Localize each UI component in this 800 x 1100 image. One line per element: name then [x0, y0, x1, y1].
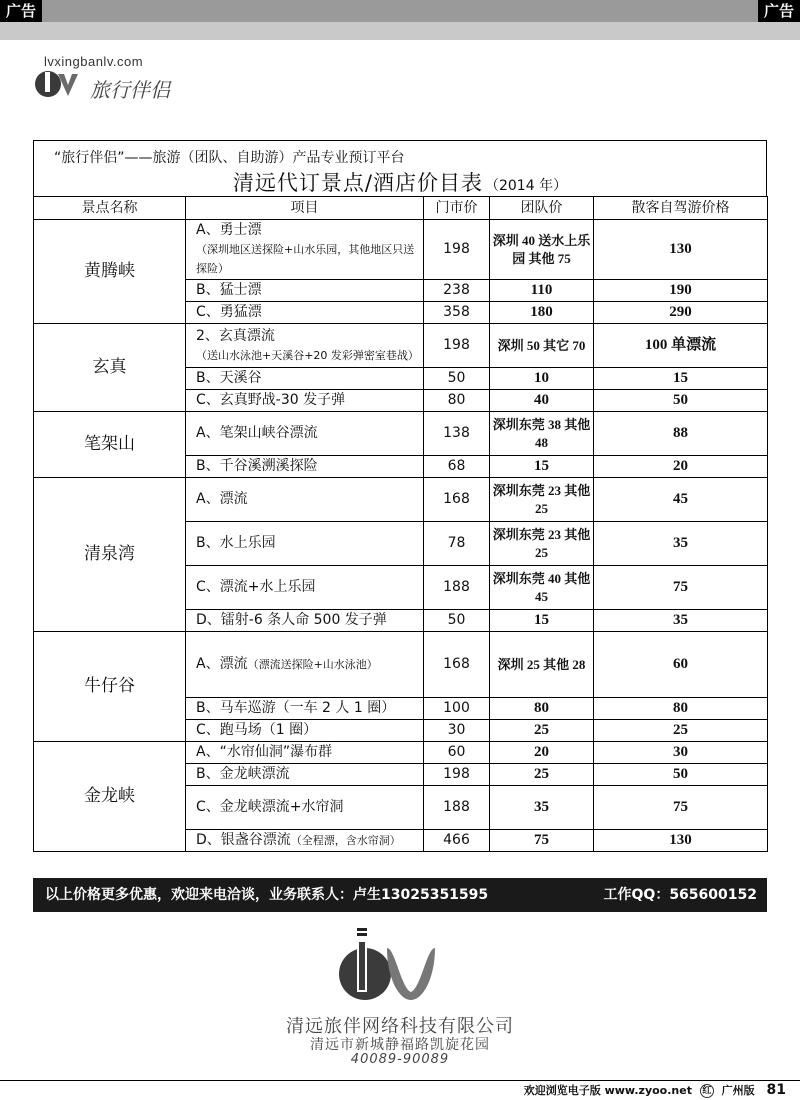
team-price: 80	[490, 698, 594, 720]
item-name: D、镭射-6 条人命 500 发子弹	[196, 612, 387, 628]
team-price: 深圳 50 其它 70	[490, 324, 594, 368]
edition-badge-icon: 红	[700, 1084, 714, 1098]
lv-logo-icon	[32, 68, 88, 100]
table-title-text: 清远代订景点/酒店价目表	[232, 171, 483, 195]
team-price: 深圳 40 送水上乐园 其他 75	[490, 220, 594, 280]
self-drive-price: 35	[594, 610, 768, 632]
self-drive-price: 60	[594, 632, 768, 698]
spot-name: 笔架山	[34, 412, 186, 478]
item-cell	[186, 786, 424, 830]
item-name: B、水上乐园	[196, 535, 276, 551]
item-note: （全程漂，含水帘洞）	[290, 834, 401, 847]
table-header	[33, 140, 767, 196]
self-drive-price: 30	[594, 742, 768, 764]
team-price: 180	[490, 302, 594, 324]
self-drive-price: 100 单漂流	[594, 324, 768, 368]
team-price: 40	[490, 390, 594, 412]
contact-text: 以上价格更多优惠，欢迎来电洽谈，业务联系人：卢生13025351595	[45, 887, 489, 903]
table-row	[34, 220, 768, 280]
self-drive-price: 75	[594, 786, 768, 830]
self-drive-price: 20	[594, 456, 768, 478]
price-list	[33, 196, 768, 852]
item-cell	[186, 368, 424, 390]
page-footer	[524, 1082, 786, 1099]
item-cell	[186, 324, 424, 368]
item-cell	[186, 742, 424, 764]
item-name: C、金龙峡漂流+水帘洞	[196, 799, 344, 815]
item-name: 2、玄真漂流	[196, 327, 275, 344]
table-year: （2014 年）	[484, 178, 568, 194]
list-price: 198	[424, 764, 490, 786]
page-number: 81	[766, 1082, 786, 1098]
team-price: 35	[490, 786, 594, 830]
self-drive-price: 80	[594, 698, 768, 720]
footer-divider	[0, 1080, 800, 1081]
logo-brand-name: 旅行伴侣	[90, 78, 170, 102]
spot-name: 牛仔谷	[34, 632, 186, 742]
team-price: 深圳 25 其他 28	[490, 632, 594, 698]
item-cell	[186, 478, 424, 522]
item-name: C、勇猛漂	[196, 304, 262, 320]
list-price: 188	[424, 566, 490, 610]
qq-text: 工作QQ：565600152	[603, 887, 757, 903]
list-price: 60	[424, 742, 490, 764]
item-name: D、银盏谷漂流	[196, 832, 291, 848]
self-drive-price: 190	[594, 280, 768, 302]
self-drive-price: 35	[594, 522, 768, 566]
item-cell	[186, 280, 424, 302]
self-drive-price: 75	[594, 566, 768, 610]
item-note: （漂流送探险+山水泳池）	[247, 658, 378, 671]
col-item: 项目	[186, 197, 424, 220]
team-price: 深圳东莞 23 其他 25	[490, 522, 594, 566]
col-spot: 景点名称	[34, 197, 186, 220]
self-drive-price: 88	[594, 412, 768, 456]
table-title	[34, 167, 766, 197]
self-drive-price: 45	[594, 478, 768, 522]
item-note: （送山水泳池+天溪谷+20 发彩弹密室巷战）	[196, 348, 419, 362]
list-price: 100	[424, 698, 490, 720]
list-price: 358	[424, 302, 490, 324]
table-row	[34, 324, 768, 368]
item-cell	[186, 412, 424, 456]
ad-tag-right: 广告	[758, 0, 800, 22]
team-price: 15	[490, 610, 594, 632]
spot-name: 玄真	[34, 324, 186, 412]
col-price: 门市价	[424, 197, 490, 220]
table-row	[34, 478, 768, 522]
item-name: C、漂流+水上乐园	[196, 579, 316, 595]
item-cell	[186, 566, 424, 610]
list-price: 466	[424, 830, 490, 852]
item-cell	[186, 302, 424, 324]
brand-logo	[32, 54, 202, 102]
table-row	[34, 632, 768, 698]
item-name: C、跑马场（1 圈）	[196, 722, 318, 738]
footer-site-text: 欢迎浏览电子版 www.zyoo.net	[523, 1084, 692, 1097]
table-row	[34, 412, 768, 456]
list-price: 238	[424, 280, 490, 302]
list-price: 198	[424, 220, 490, 280]
item-name: B、马车巡游（一车 2 人 1 圈）	[196, 700, 396, 716]
self-drive-price: 130	[594, 830, 768, 852]
col-self: 散客自驾游价格	[594, 197, 768, 220]
list-price: 138	[424, 412, 490, 456]
list-price: 68	[424, 456, 490, 478]
team-price: 110	[490, 280, 594, 302]
item-cell	[186, 720, 424, 742]
team-price: 深圳东莞 40 其他 45	[490, 566, 594, 610]
item-name: A、“水帘仙洞”瀑布群	[196, 744, 333, 760]
list-price: 168	[424, 632, 490, 698]
list-price: 50	[424, 368, 490, 390]
self-drive-price: 290	[594, 302, 768, 324]
list-price: 30	[424, 720, 490, 742]
col-team: 团队价	[490, 197, 594, 220]
top-banner	[0, 0, 800, 40]
logo-mark: lv	[60, 98, 61, 99]
list-price: 78	[424, 522, 490, 566]
company-address: 清远市新城静福路凯旋花园	[310, 1037, 490, 1053]
item-cell	[186, 830, 424, 852]
item-cell	[186, 610, 424, 632]
self-drive-price: 15	[594, 368, 768, 390]
item-cell	[186, 220, 424, 280]
edition-label: 广州版	[721, 1084, 755, 1097]
item-name: B、金龙峡漂流	[196, 766, 290, 782]
item-name: B、猛士漂	[196, 282, 262, 298]
logo-url: lvxingbanlv.com	[44, 54, 144, 69]
item-name: A、勇士漂	[196, 222, 262, 238]
team-price: 15	[490, 456, 594, 478]
item-name: C、玄真野战-30 发子弹	[196, 392, 346, 408]
company-phone: 40089-90089	[350, 1052, 450, 1067]
item-cell	[186, 456, 424, 478]
team-price: 25	[490, 764, 594, 786]
item-cell	[186, 390, 424, 412]
team-price: 25	[490, 720, 594, 742]
team-price: 20	[490, 742, 594, 764]
price-table	[33, 140, 767, 852]
item-cell	[186, 698, 424, 720]
item-cell	[186, 764, 424, 786]
team-price: 深圳东莞 23 其他 25	[490, 478, 594, 522]
self-drive-price: 50	[594, 390, 768, 412]
item-name: A、漂流	[196, 491, 248, 507]
company-name: 清远旅伴网络科技有限公司	[286, 1016, 514, 1037]
item-note: （深圳地区送探险+山水乐园，其他地区只送探险）	[196, 243, 415, 275]
item-cell	[186, 522, 424, 566]
list-price: 198	[424, 324, 490, 368]
table-subtitle: “旅行伴侣”——旅游（团队、自助游）产品专业预订平台	[54, 150, 405, 166]
spot-name: 黄腾峡	[34, 220, 186, 324]
self-drive-price: 50	[594, 764, 768, 786]
spot-name: 清泉湾	[34, 478, 186, 632]
team-price: 75	[490, 830, 594, 852]
list-price: 168	[424, 478, 490, 522]
list-price: 50	[424, 610, 490, 632]
list-price: 188	[424, 786, 490, 830]
item-name: B、千谷溪溯溪探险	[196, 458, 318, 474]
item-name: A、漂流	[196, 656, 248, 672]
item-name: A、笔架山峡谷漂流	[196, 425, 318, 441]
self-drive-price: 130	[594, 220, 768, 280]
company-logo-icon	[335, 928, 447, 1008]
team-price: 深圳东莞 38 其他 48	[490, 412, 594, 456]
item-cell	[186, 632, 424, 698]
spot-name: 金龙峡	[34, 742, 186, 852]
list-price: 80	[424, 390, 490, 412]
team-price: 10	[490, 368, 594, 390]
item-name: B、天溪谷	[196, 370, 262, 386]
column-header-row	[34, 197, 768, 220]
ad-tag-left: 广告	[0, 0, 42, 22]
contact-bar	[33, 878, 767, 912]
self-drive-price: 25	[594, 720, 768, 742]
table-row	[34, 742, 768, 764]
